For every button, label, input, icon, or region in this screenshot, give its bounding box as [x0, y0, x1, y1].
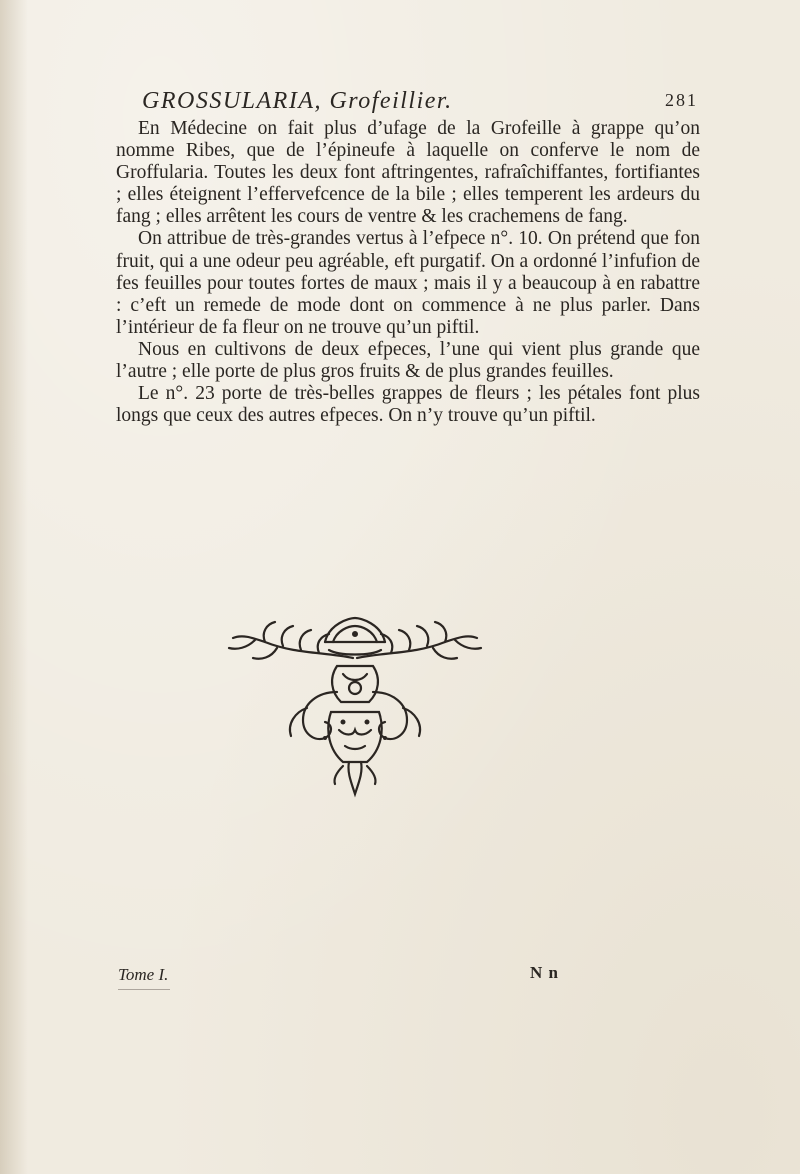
paragraph-virtues: On attribue de très-grandes vertus à l’efpece n°. 10. On prétend que fon fruit, qui a une odeur peu agréable, eft purgatif. On a ordonné l’infufion de fes feuilles pour toutes fortes de maux ; mais il y a beaucoup à en rabattre : c’eft un remede de mode dont on commence à ne plus parler. Dans l’intérieur de fa fleur on ne trouve qu’un piftil.	[116, 228, 700, 338]
page-number: 281	[665, 90, 698, 110]
paragraph-species: Nous en cultivons de deux efpeces, l’une qui vient plus grande que l’autre ; elle porte de plus gros fruits & de plus grandes feuilles.	[116, 338, 700, 383]
page-gutter-shadow	[0, 0, 28, 1174]
paragraph-medicine: En Médecine on fait plus d’ufage de la Grofeille à grappe qu’on nomme Ribes, que de l’épineufe à laquelle on conferve le nom de Groffularia. Toutes les deux font aftringentes, rafraîchiffantes, fortifiantes ; elles éteignent l’effervefcence de la bile ; elles temperent les ardeurs du fang ; elles arrêtent les cours de ventre & les crachemens de fang.	[116, 118, 700, 228]
running-title: GROSSULARIA, Grofeillier.	[142, 88, 453, 114]
page-header	[118, 88, 698, 118]
body-text	[116, 118, 700, 427]
catchword: N n	[530, 963, 559, 982]
signature-underline	[118, 989, 170, 990]
floral-vignette-icon	[225, 612, 485, 802]
paragraph-number-23: Le n°. 23 porte de très-belles grappes de fleurs ; les pétales font plus longs que ceux des autres efpeces. On n’y trouve qu’un piftil.	[116, 383, 700, 427]
signature-mark: Tome I.	[118, 965, 169, 984]
